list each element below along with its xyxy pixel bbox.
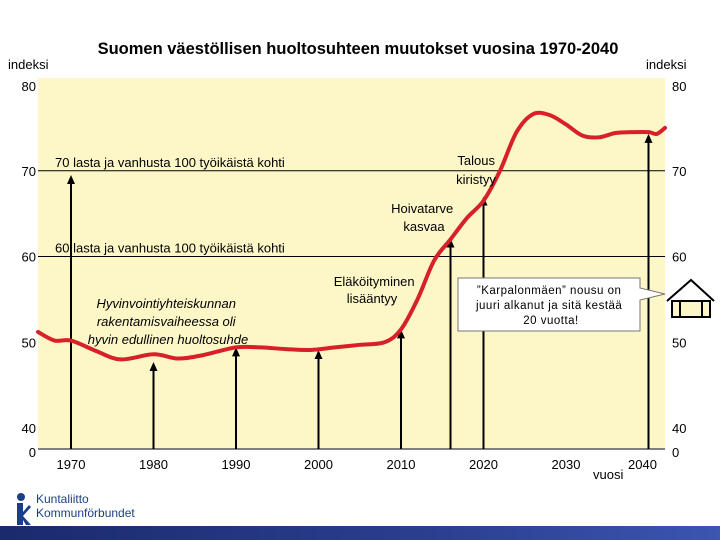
reference-label-70: 70 lasta ja vanhusta 100 työikäistä kohti [55, 154, 285, 170]
logo-line1: Kuntaliitto [36, 492, 89, 506]
x-tick-1980: 1980 [139, 457, 168, 472]
reference-label-60: 60 lasta ja vanhusta 100 työikäistä kohti [55, 240, 285, 256]
logo-text [36, 492, 135, 520]
annotation-elakoityminen-line1: Eläköityminen [333, 274, 415, 289]
y-ticks-right [672, 79, 686, 460]
kuntaliitto-logo [10, 492, 160, 528]
annotation-talous-line1: Talous [457, 153, 495, 168]
annotation-hyvinvointi-line3: hyvin edullinen huoltosuhde [87, 332, 249, 347]
y-tick-right-40: 40 [672, 421, 687, 436]
y-tick-right-0: 0 [672, 445, 680, 460]
y-tick-left-40: 40 [21, 421, 36, 436]
annotation-hoivatarve-line1: Hoivatarve [391, 201, 454, 216]
kuntaliitto-logo-icon [10, 492, 32, 526]
y-axis-label-left: indeksi [8, 57, 49, 72]
y-tick-left-50: 50 [21, 335, 36, 351]
y-tick-left-60: 60 [21, 249, 36, 265]
bottom-bar [0, 526, 720, 540]
y-tick-left-80: 80 [21, 79, 36, 94]
logo-line2: Kommunförbundet [36, 506, 135, 520]
house-icon [667, 280, 714, 317]
x-tick-2030: 2030 [551, 457, 581, 472]
callout-line3: 20 vuotta! [523, 315, 579, 327]
y-tick-right-60: 60 [672, 249, 687, 265]
chart-title: Suomen väestöllisen huoltosuhteen muutokset vuosina 1970-2040 [97, 40, 619, 58]
y-tick-right-80: 80 [672, 79, 687, 94]
plot-background [38, 78, 665, 448]
x-tick-2000: 2000 [304, 457, 333, 472]
annotation-elakoityminen-line2: lisääntyy [346, 291, 398, 306]
annotation-hyvinvointi [88, 296, 248, 347]
x-ticks [57, 457, 657, 472]
x-axis-label: vuosi [593, 467, 624, 482]
callout-line1: ”Karpalonmäen” nousu on [476, 285, 622, 297]
x-tick-2010: 2010 [386, 457, 416, 472]
y-tick-right-70: 70 [672, 163, 687, 179]
annotation-hyvinvointi-line2: rakentamisvaiheessa oli [96, 314, 236, 329]
callout-line2: juuri alkanut ja sitä kestää [475, 300, 623, 312]
annotation-hoivatarve-line2: kasvaa [403, 219, 445, 234]
x-tick-1970: 1970 [56, 457, 86, 472]
x-tick-2040: 2040 [628, 457, 657, 472]
y-tick-left-70: 70 [21, 163, 36, 179]
y-tick-left-0: 0 [28, 445, 36, 460]
house-body [672, 301, 710, 317]
annotation-hyvinvointi-line1: Hyvinvointiyhteiskunnan [96, 296, 236, 311]
y-tick-right-50: 50 [672, 335, 687, 351]
x-tick-2020: 2020 [469, 457, 498, 472]
y-axis-label-right: indeksi [646, 57, 687, 72]
house-roof [667, 280, 714, 301]
y-ticks-left [22, 79, 36, 460]
x-tick-1990: 1990 [221, 457, 251, 472]
callout-karpalonmaki [458, 278, 665, 331]
annotation-talous-line2: kiristyy [456, 172, 496, 187]
